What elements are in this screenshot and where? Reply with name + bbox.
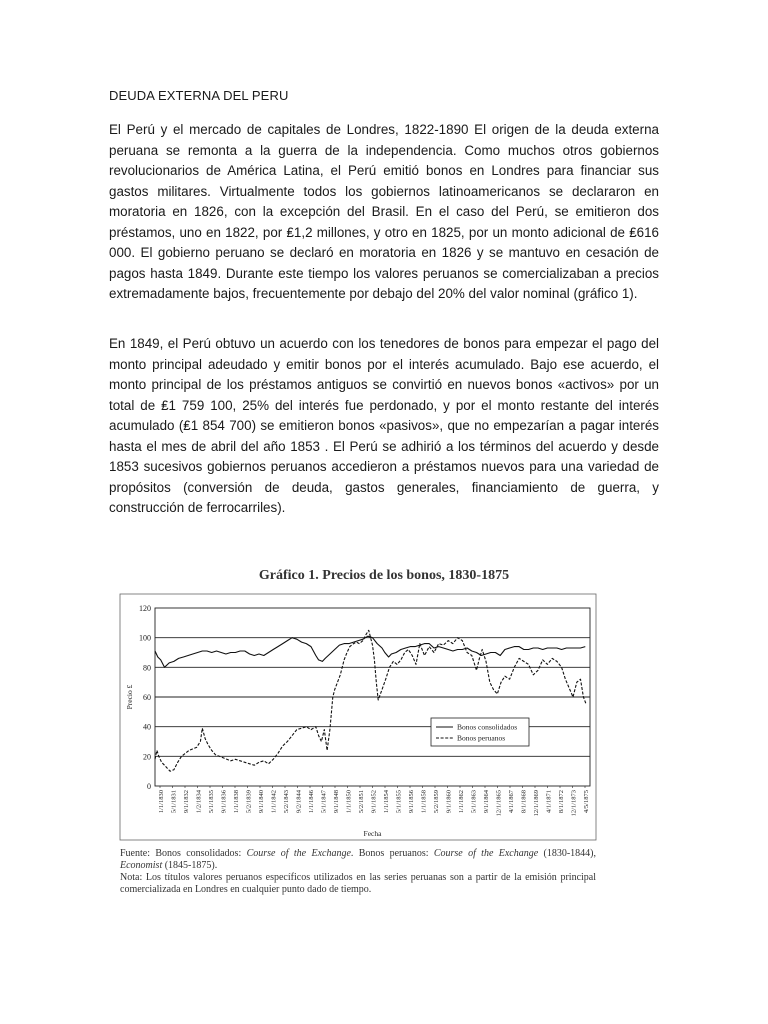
y-tick-label: 80: [143, 663, 151, 673]
series-lines: [155, 630, 586, 771]
x-tick-label: 5/2/1843: [283, 790, 290, 814]
y-tick-label: 120: [139, 604, 151, 613]
x-tick-label: 12/1/1873: [570, 790, 578, 817]
legend: [431, 718, 529, 746]
x-tick-label: 9/1/1864: [483, 790, 490, 814]
x-tick-label: 5/2/1859: [433, 790, 440, 814]
x-tick-label: 5/1/1831: [170, 790, 178, 814]
source-title-3: Economist: [120, 860, 163, 871]
x-tick-label: 1/1/1846: [308, 790, 315, 814]
bond-price-chart: [110, 588, 600, 846]
x-tick-label: 12/1/1865: [495, 790, 503, 817]
x-tick-label: 9/1/1852: [370, 790, 378, 814]
x-tick-label: 5/1/1847: [320, 790, 328, 814]
document-heading: DEUDA EXTERNA DEL PERU: [109, 88, 289, 103]
y-axis-title: Precio £: [125, 684, 134, 710]
x-tick-label: 1/1/1858: [420, 790, 428, 814]
source-title-2: Course of the Exchange: [433, 848, 539, 859]
legend-label: Bonos peruanos: [457, 733, 506, 743]
x-axis-title: Fecha: [363, 829, 382, 838]
x-tick-label: 8/1/1872: [558, 790, 565, 814]
figure-source: [120, 848, 596, 872]
axes: [120, 594, 596, 840]
figure-notes: [120, 848, 596, 896]
y-tick-label: 60: [143, 693, 151, 702]
x-tick-label: 4/1/1867: [508, 790, 515, 814]
x-tick-label: 9/1/1856: [408, 790, 415, 814]
series-line-bonos-peruanos: [155, 630, 586, 771]
x-tick-label: 9/1/1832: [183, 790, 190, 814]
x-tick-label: 8/1/1868: [520, 790, 528, 814]
series-line-bonos-consolidados: [155, 636, 585, 667]
source-years-1: (1830-1844),: [538, 848, 596, 859]
paragraph-1: El Perú y el mercado de capitales de Londres, 1822-1890 El origen de la deuda externa peruana se remonta a la guerra de la independencia. Como muchos otros gobiernos revolucionarios de América Latina, el Perú emitió bonos en Londres para financiar sus gastos militares. Virtualmente todos los gobiernos latinoamericanos se declararon en moratoria en 1826, con la excepción del Brasil. En el caso del Perú, se emitieron dos préstamos, uno en 1822, por ₤1,2 millones, y otro en 1825, por un monto adicional de ₤616 000. El gobierno peruano se declaró en moratoria en 1826 y se mantuvo en cesación de pagos hasta 1849. Durante este tiempo los valores peruanos se comercializaban a precios extremadamente bajos, frecuentemente por debajo del 20% del valor nominal (gráfico 1).: [109, 122, 659, 301]
x-tick-label: 9/1/1836: [220, 790, 228, 814]
source-years-2: (1845-1875).: [162, 860, 218, 871]
x-tick-label: 1/1/1854: [383, 790, 390, 814]
figure-note: Nota: Los títulos valores peruanos específicos utilizados en las series peruanas son a partir de la emisión principal comercializada en Londres en cualquier punto dado de tiempo.: [120, 872, 596, 895]
y-tick-label: 20: [143, 752, 151, 762]
paragraph-2: En 1849, el Perú obtuvo un acuerdo con los tenedores de bonos para empezar el pago del monto principal adeudado y emitir bonos por el interés acumulado. Bajo ese acuerdo, el monto principal de los préstamos antiguos se convirtió en nuevos bonos «activos» por un total de ₤1 759 100, 25% del interés fue perdonado, y por el monto restante del interés acumulado (₤1 854 700) se emitieron bonos «pasivos», que no empezarían a pagar interés hasta el mes de abril del año 1853 . El Perú se adhirió a los términos del acuerdo y desde 1853 sucesivos gobiernos peruanos accedieron a préstamos nuevos para una variedad de propósitos (conversión de deuda, gastos generales, financiamiento de guerra, y construcción de ferrocarriles).: [109, 336, 659, 515]
x-tick-label: 1/1/1850: [345, 790, 353, 814]
x-tick-label: 4/5/1875: [583, 790, 590, 814]
source-label: Fuente: Bonos consolidados:: [120, 848, 247, 859]
x-tick-label: 4/1/1871: [545, 790, 553, 814]
x-tick-label: 1/1/1842: [270, 790, 278, 814]
x-tick-label: 1/1/1830: [158, 790, 165, 814]
source-separator: . Bonos peruanos:: [350, 848, 434, 859]
x-tick-label: 1/1/1862: [458, 790, 465, 814]
chart-title: Gráfico 1. Precios de los bonos, 1830-1875: [258, 568, 510, 583]
y-tick-label: 100: [139, 633, 151, 643]
x-tick-label: 9/1/1860: [445, 790, 453, 814]
y-tick-label: 40: [143, 722, 151, 732]
x-tick-label: 1/1/1838: [233, 790, 240, 814]
x-tick-label: 9/1/1840: [258, 790, 265, 814]
x-tick-label: 9/1/1848: [333, 790, 340, 814]
x-tick-label: 5/1/1863: [470, 790, 478, 814]
legend-label: Bonos consolidados: [457, 722, 518, 732]
y-tick-label: 0: [147, 782, 151, 791]
x-tick-label: 5/2/1851: [358, 790, 365, 814]
x-tick-label: 5/1/1855: [395, 790, 403, 814]
source-title-1: Course of the Exchange: [246, 848, 351, 859]
x-tick-label: 5/1/1835: [208, 790, 215, 814]
x-tick-label: 9/2/1844: [295, 790, 303, 814]
x-tick-label: 1/2/1834: [195, 790, 203, 814]
x-tick-label: 5/2/1839: [245, 790, 253, 814]
x-tick-label: 12/1/1869: [533, 790, 540, 817]
